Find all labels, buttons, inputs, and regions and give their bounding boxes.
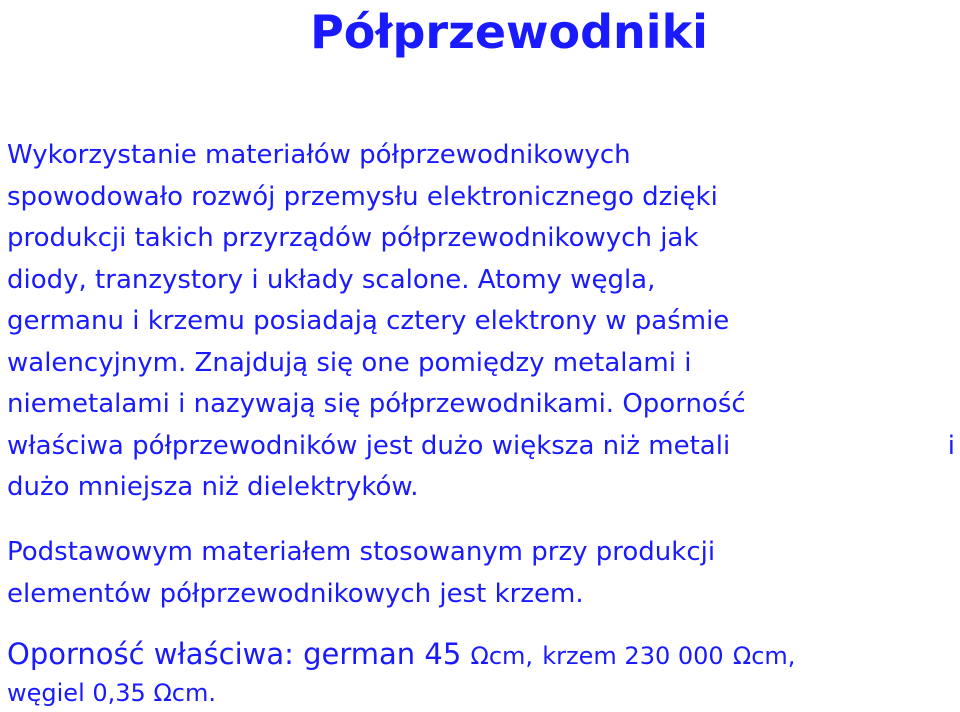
resistivity-lead: Oporność właściwa: german 45 xyxy=(7,637,462,671)
resistivity-paragraph xyxy=(7,634,957,712)
intro-paragraph xyxy=(7,135,957,509)
germanium-unit: Ωcm, xyxy=(470,642,534,670)
text-line-justified xyxy=(7,426,955,468)
resistivity-line-2 xyxy=(7,674,957,712)
text-line: niemetalami i nazywają się półprzewodnikami. Oporność xyxy=(7,389,746,419)
text-line: Podstawowym materiałem stosowanym przy produkcji xyxy=(7,537,716,567)
carbon-unit: Ωcm. xyxy=(153,678,216,707)
text-line: germanu i krzemu posiadają cztery elektrony w paśmie xyxy=(7,306,730,336)
text-line: diody, tranzystory i układy scalone. Atomy węgla, xyxy=(7,264,656,295)
text-line: elementów półprzewodnikowych jest krzem. xyxy=(7,578,584,609)
page-title: Półprzewodniki xyxy=(310,5,708,59)
carbon-resistivity: węgiel 0,35 xyxy=(7,678,146,707)
silicon-unit: Ωcm, xyxy=(732,642,796,670)
text-line-start: właściwa półprzewodników jest dużo większa niż metali xyxy=(7,430,731,461)
silicon-resistivity: krzem 230 000 xyxy=(542,642,724,670)
text-line-end: i xyxy=(947,430,955,461)
resistivity-line xyxy=(7,634,957,678)
text-line: walencyjnym. Znajdują się one pomiędzy metalami i xyxy=(7,347,692,378)
silicon-paragraph xyxy=(7,532,957,615)
text-line: Wykorzystanie materiałów półprzewodnikowych xyxy=(7,140,631,170)
text-line: dużo mniejsza niż dielektryków. xyxy=(7,472,419,502)
text-line: spowodowało rozwój przemysłu elektronicznego dzięki xyxy=(7,181,718,212)
text-line: produkcji takich przyrządów półprzewodnikowych jak xyxy=(7,223,699,253)
